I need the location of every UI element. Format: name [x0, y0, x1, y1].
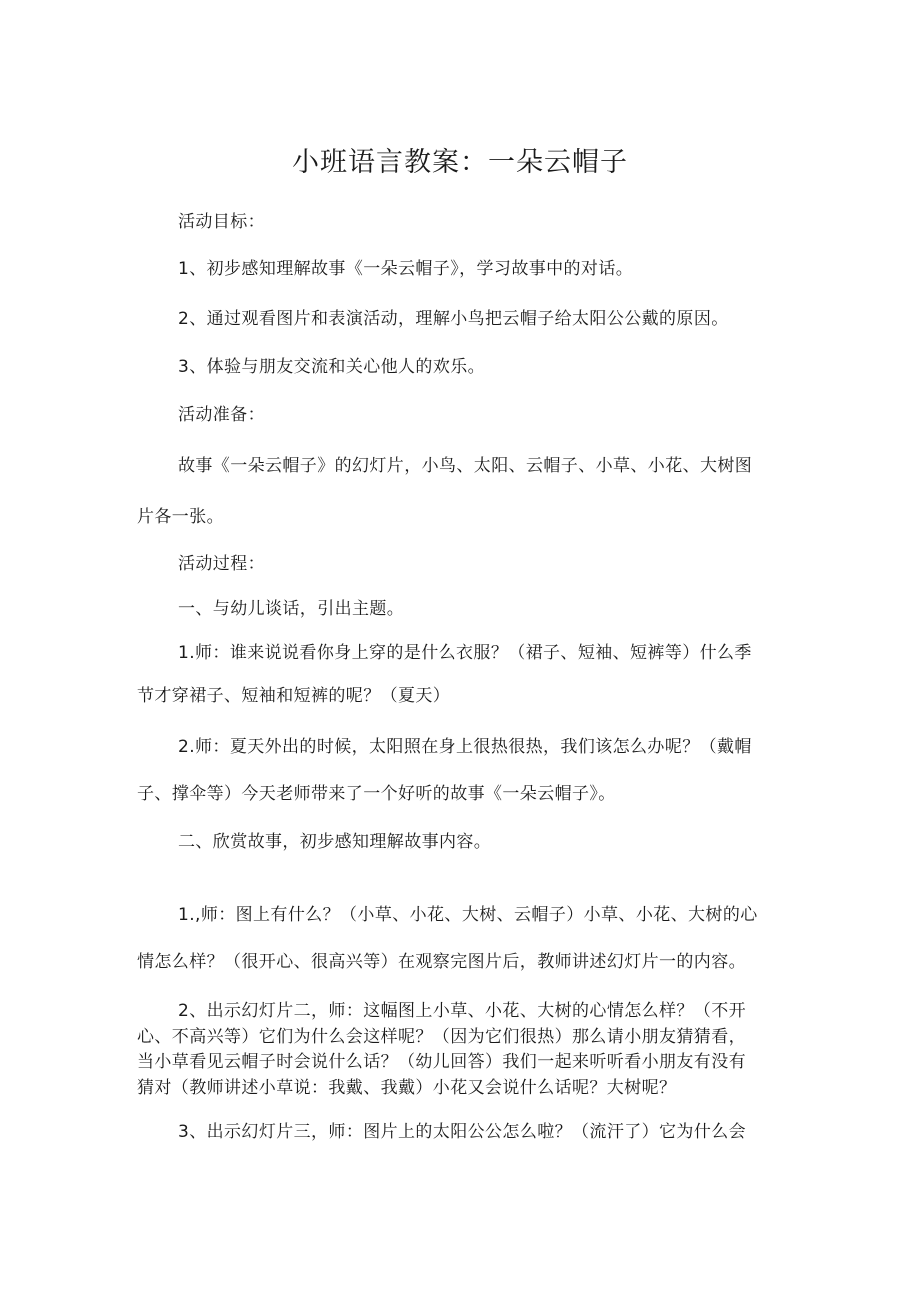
slide-2-line-2: 心、不高兴等）它们为什么会这样呢？（因为它们很热）那么请小朋友猜猜看， [137, 1027, 746, 1047]
goal-item-1: 1、初步感知理解故事《一朵云帽子》，学习故事中的对话。 [178, 259, 634, 279]
process-step-2-line-2: 子、撑伞等）今天老师带来了一个好听的故事《一朵云帽子》。 [137, 784, 616, 804]
slide-1-line-1: 1.,师：图上有什么？（小草、小花、大树、云帽子）小草、小花、大树的心 [178, 905, 758, 925]
section-heading-process: 活动过程： [178, 554, 265, 574]
process-step-2-line-1: 2.师：夏天外出的时候，太阳照在身上很热很热，我们该怎么办呢？（戴帽 [178, 737, 752, 757]
process-part-1-heading: 一、与幼儿谈话，引出主题。 [178, 599, 405, 619]
goal-item-2: 2、通过观看图片和表演活动，理解小鸟把云帽子给太阳公公戴的原因。 [178, 309, 729, 329]
slide-2-line-3: 当小草看见云帽子时会说什么话？（幼儿回答）我们一起来听听看小朋友有没有 [137, 1052, 746, 1072]
slide-2-line-1: 2、出示幻灯片二，师：这幅图上小草、小花、大树的心情怎么样？（不开 [178, 1001, 747, 1021]
goal-item-3: 3、体验与朋友交流和关心他人的欢乐。 [178, 357, 486, 377]
process-part-2-heading: 二、欣赏故事，初步感知理解故事内容。 [178, 832, 492, 852]
process-step-1-line-2: 节才穿裙子、短袖和短裤的呢？（夏天） [137, 686, 451, 706]
slide-1-line-2: 情怎么样？（很开心、很高兴等）在观察完图片后，教师讲述幻灯片一的内容。 [137, 952, 746, 972]
slide-3-line-1: 3、出示幻灯片三，师：图片上的太阳公公怎么啦？（流汗了）它为什么会 [178, 1122, 747, 1142]
preparation-text-line-1: 故事《一朵云帽子》的幻灯片，小鸟、太阳、云帽子、小草、小花、大树图 [178, 456, 753, 476]
page-title: 小班语言教案：一朵云帽子 [292, 147, 628, 178]
section-heading-goals: 活动目标： [178, 212, 265, 232]
process-step-1-line-1: 1.师：谁来说说看你身上穿的是什么衣服？（裙子、短袖、短裤等）什么季 [178, 643, 752, 663]
section-heading-preparation: 活动准备： [178, 405, 265, 425]
slide-2-line-4: 猜对（教师讲述小草说：我戴、我戴）小花又会说什么话呢？大树呢？ [137, 1078, 677, 1098]
preparation-text-line-2: 片各一张。 [137, 507, 224, 527]
